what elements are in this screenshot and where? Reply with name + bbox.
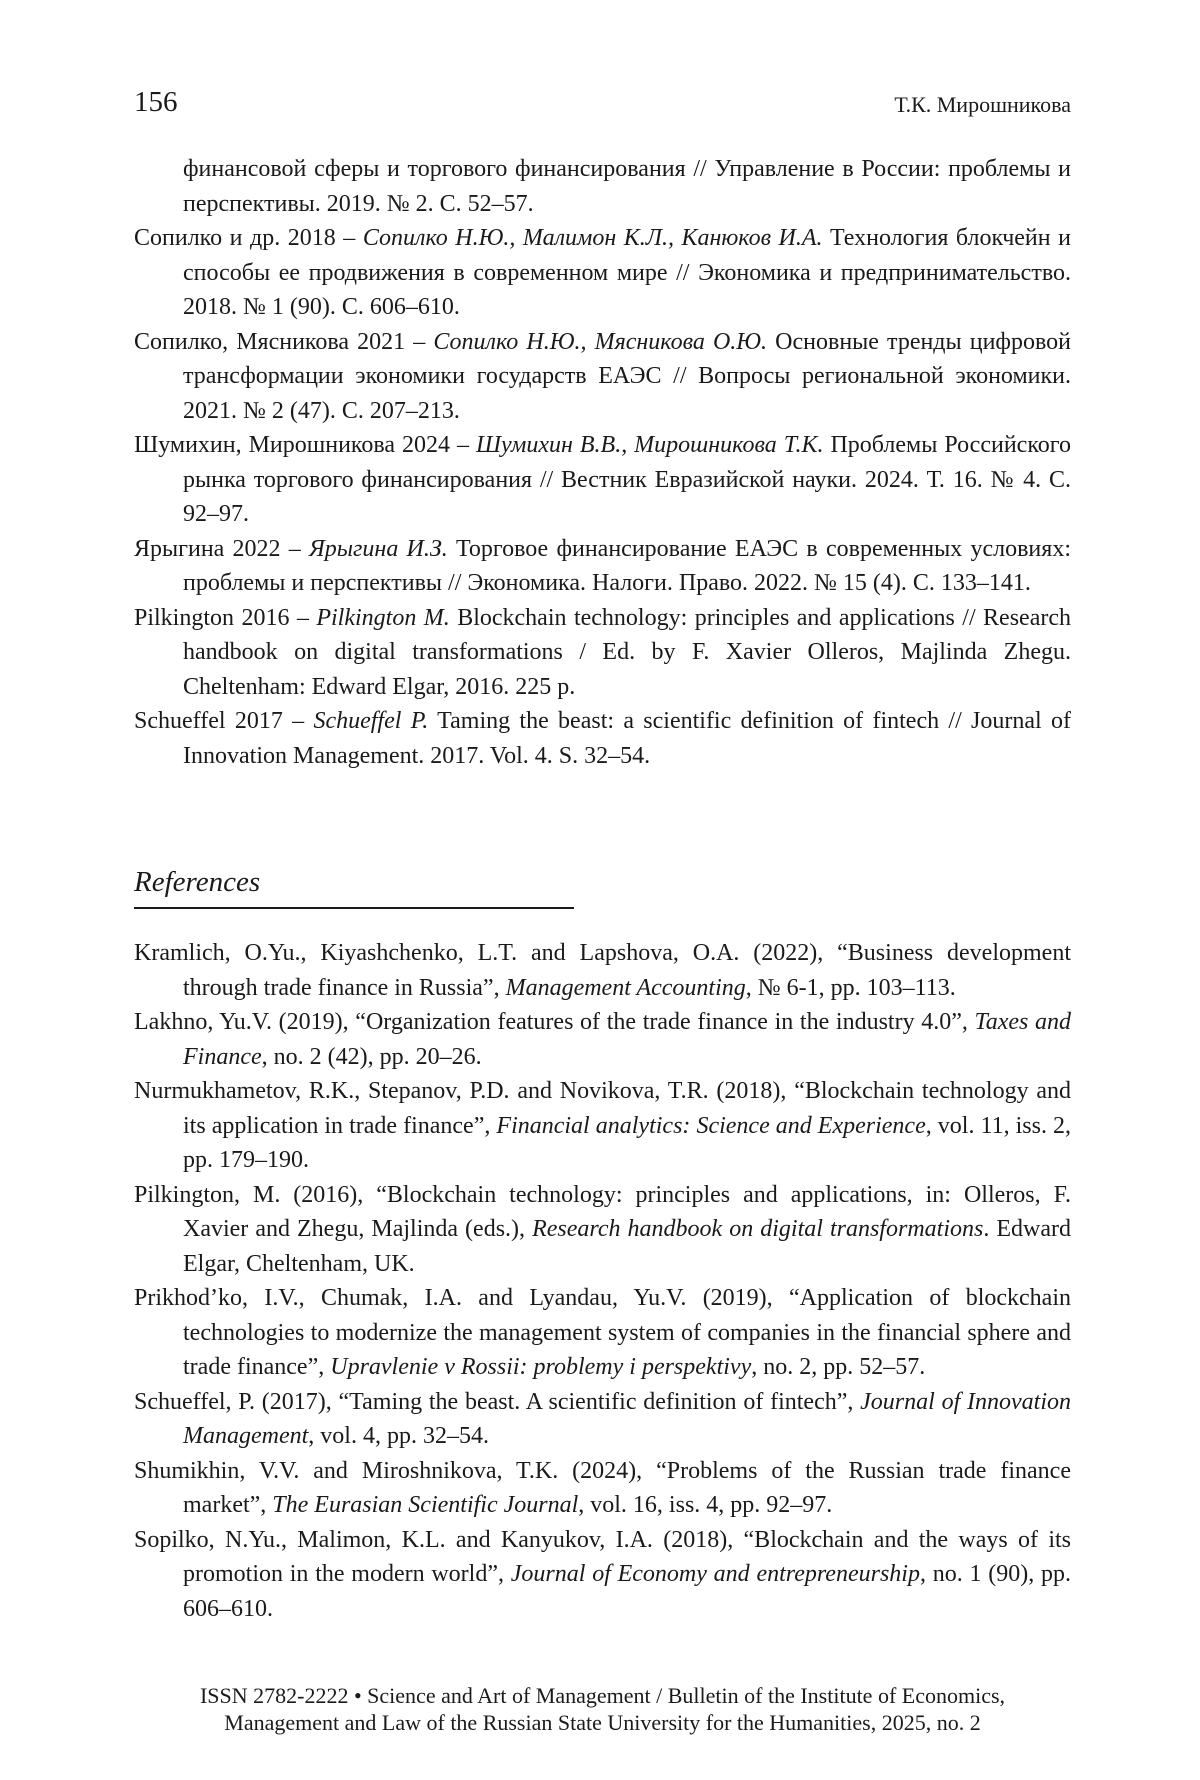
reference-text: Prikhod’ko, I.V., Chumak, I.A. and Lyandau, Yu.V. (2019), “Application of blockchain technologies to modernize the management system of companies in the financial sphere and trade finance”, — [134, 1285, 1071, 1380]
reference-entry — [134, 1005, 1071, 1074]
reference-text: Taming the beast: a scientific definition of fintech // Journal of Innovation Management. 2017. Vol. 4. S. 32–54. — [183, 708, 1072, 769]
reference-key: Сопилко, Мясникова 2021 – — [134, 328, 434, 355]
reference-entry — [134, 1523, 1071, 1627]
reference-details: , № 6-1, pp. 103–113. — [745, 974, 956, 1001]
reference-journal: Journal of Innovation Management — [183, 1388, 1071, 1449]
reference-text: Проблемы Российского рынка торгового финансирования // Вестник Евразийской науки. 2024. Т. 16. № 4. С. 92–97. — [183, 432, 1072, 527]
russian-reference-list — [134, 152, 1071, 773]
reference-entry — [134, 936, 1071, 1005]
reference-text: Sopilko, N.Yu., Malimon, K.L. and Kanyukov, I.A. (2018), “Blockchain and the ways of its promotion in the modern world”, — [134, 1526, 1071, 1587]
reference-text: Торговое финансирование ЕАЭС в современных условиях: проблемы и перспективы // Экономика. Налоги. Право. 2022. № 15 (4). С. 133–141. — [183, 535, 1071, 596]
reference-details: . Edward Elgar, Cheltenham, UK. — [183, 1216, 1072, 1277]
reference-entry — [134, 1385, 1071, 1454]
reference-text: Schueffel, P. (2017), “Taming the beast. A scientific definition of fintech”, — [134, 1388, 861, 1415]
journal-page — [134, 0, 1071, 1780]
reference-text: Основные тренды цифровой трансформации экономики государств ЕАЭС // Вопросы региональной экономики. 2021. № 2 (47). С. 207–213. — [183, 328, 1071, 424]
reference-key: Шумихин, Мирошникова 2024 – — [134, 432, 476, 458]
reference-journal: Financial analytics: Science and Experience — [496, 1112, 926, 1139]
reference-entry — [134, 1074, 1071, 1178]
reference-authors: Сопилко Н.Ю., Малимон К.Л., Канюков И.А. — [362, 225, 823, 251]
reference-entry — [134, 601, 1071, 705]
reference-entry — [134, 532, 1071, 601]
reference-details: , no. 1 (90), pp. 606–610. — [183, 1561, 1072, 1622]
references-heading: References — [134, 866, 574, 909]
reference-text: Kramlich, O.Yu., Kiyashchenko, L.T. and Lapshova, O.A. (2022), “Business development through trade finance in Russia”, — [134, 940, 1071, 1001]
reference-entry — [134, 325, 1071, 429]
reference-entry — [134, 1454, 1071, 1523]
reference-entry — [134, 704, 1071, 773]
reference-authors: Шумихин В.В., Мирошникова Т.К. — [475, 432, 824, 458]
reference-key: Ярыгина 2022 – — [134, 535, 310, 562]
reference-authors: Schueffel P. — [313, 708, 429, 734]
reference-key: Сопилко и др. 2018 – — [134, 225, 363, 251]
reference-text: Pilkington, M. (2016), “Blockchain technology: principles and applications, in: Olleros, F. Xavier and Zhegu, Majlinda (eds.), — [134, 1181, 1071, 1242]
reference-journal: Taxes and Finance — [183, 1009, 1071, 1070]
reference-text: Shumikhin, V.V. and Miroshnikova, T.K. (2024), “Problems of the Russian trade finance market”, — [134, 1457, 1071, 1518]
reference-authors: Сопилко Н.Ю., Мясникова О.Ю. — [433, 328, 768, 355]
reference-authors: Pilkington M. — [316, 604, 450, 631]
reference-journal: Management Accounting — [505, 974, 746, 1001]
reference-details: , vol. 11, iss. 2, pp. 179–190. — [183, 1112, 1072, 1173]
page-footer — [134, 1682, 1071, 1736]
reference-journal: The Eurasian Scientific Journal — [272, 1492, 579, 1518]
reference-journal: Journal of Economy and entrepreneurship — [510, 1561, 920, 1587]
page-number: 156 — [134, 86, 178, 118]
footer-line: Management and Law of the Russian State University for the Humanities, 2025, no. 2 — [224, 1710, 981, 1735]
footer-line: ISSN 2782-2222 • Science and Art of Management / Bulletin of the Institute of Economics, — [199, 1683, 1006, 1708]
reference-entry — [134, 428, 1071, 532]
reference-journal: Research handbook on digital transformations — [532, 1216, 984, 1242]
reference-text: Blockchain technology: principles and applications // Research handbook on digital transformations / Ed. by F. Xavier Olleros, Majlinda Zhegu. Cheltenham: Edward Elgar, 2016. 225 p. — [183, 604, 1071, 700]
reference-text: Lakhno, Yu.V. (2019), “Organization features of the trade finance in the industry 4.0”, — [134, 1009, 975, 1035]
reference-journal: Upravlenie v Rossii: problemy i perspektivy — [330, 1354, 752, 1380]
reference-entry — [134, 1281, 1071, 1385]
reference-authors: Ярыгина И.З. — [309, 535, 448, 562]
english-reference-list — [134, 936, 1071, 1626]
reference-key: Pilkington 2016 – — [134, 604, 317, 631]
reference-entry — [134, 221, 1071, 325]
reference-text: Nurmukhametov, R.K., Stepanov, P.D. and Novikova, T.R. (2018), “Blockchain technology and its application in trade finance”, — [134, 1078, 1071, 1139]
reference-details: , no. 2, pp. 52–57. — [751, 1354, 926, 1380]
page-header — [134, 86, 1071, 126]
reference-text: Технология блокчейн и способы ее продвижения в современном мире // Экономика и предпринимательство. 2018. № 1 (90). С. 606–610. — [183, 225, 1071, 320]
reference-details: , vol. 4, pp. 32–54. — [308, 1423, 489, 1449]
reference-entry — [134, 152, 1071, 221]
running-head-author: Т.К. Мирошникова — [894, 92, 1071, 117]
reference-details: , no. 2 (42), pp. 20–26. — [261, 1043, 482, 1070]
reference-key: Schueffel 2017 – — [134, 708, 314, 734]
reference-entry — [134, 1178, 1071, 1282]
reference-details: , vol. 16, iss. 4, pp. 92–97. — [578, 1492, 833, 1518]
reference-text: финансовой сферы и торгового финансирования // Управление в России: проблемы и перспективы. 2019. № 2. С. 52–57. — [183, 156, 1071, 217]
